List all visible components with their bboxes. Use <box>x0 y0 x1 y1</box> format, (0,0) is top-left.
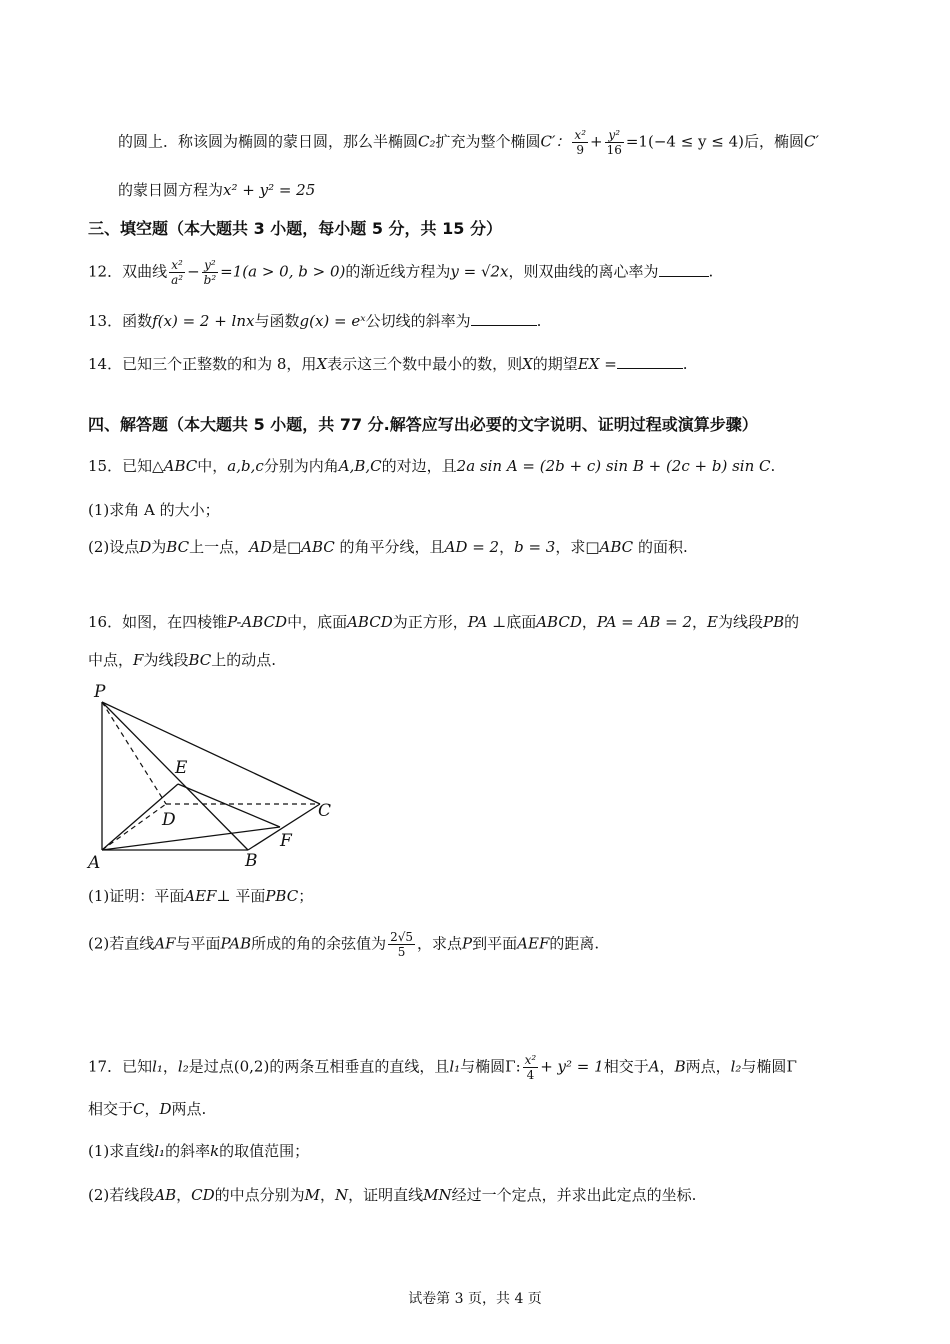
answer-blank-12[interactable] <box>659 262 709 277</box>
label-f: F <box>280 831 292 851</box>
question-16-line-2: 中点，F为线段BC上的动点. <box>88 651 277 669</box>
question-16-part-2: (2)若直线AF与平面PAB所成的角的余弦值为 $\frac{2√5}{5}$ ，求点P到平面AEF的距离. <box>88 930 600 959</box>
edge-pc <box>102 702 320 804</box>
fraction-x2-4: $\frac{\text{x²}}{4}$ <box>524 1053 537 1082</box>
question-17-line-1: 17．已知l₁，l₂是过点(0,2)的两条互相垂直的直线，且l₁与椭圆Γ: $\frac{\text{x²}}{4}$ + y² = 1相交于A，B两点，l₂与椭圆Γ <box>88 1053 797 1082</box>
edge-ef <box>178 784 280 827</box>
section-4-title: 四、解答题（本大题共 5 小题，共 77 分.解答应写出必要的文字说明、证明过程或演算步骤） <box>88 415 758 434</box>
fraction-y2-16: $\frac{\text{y²}}{16}$ <box>606 128 622 157</box>
question-17-part-1: (1)求直线l₁的斜率k的取值范围； <box>88 1142 310 1160</box>
page-footer: 试卷第 3 页，共 4 页 <box>408 1291 542 1307</box>
fraction-y2-b2: $\frac{\text{y²}}{\text{b²}}$ <box>203 258 217 287</box>
intro-line-1: 的圆上．称该圆为椭圆的蒙日圆，那么半椭圆C₂扩充为整个椭圆C′： $\frac{\text{x²}}{9}$ + $\frac{\text{y²}}{16}$ =1(−4 ≤ y ≤ 4)后，椭圆C′ <box>118 128 819 157</box>
fraction-x2-a2: $\frac{\text{x²}}{\text{a²}}$ <box>171 258 184 287</box>
question-17-part-2: (2)若线段AB，CD的中点分别为M，N，证明直线MN经过一个定点，并求出此定点的坐标. <box>88 1186 697 1204</box>
answer-blank-13[interactable] <box>471 311 537 326</box>
section-3-title: 三、填空题（本大题共 3 小题，每小题 5 分，共 15 分） <box>88 219 502 238</box>
label-c: C <box>318 801 332 821</box>
pyramid-figure <box>80 680 350 875</box>
question-15: 15．已知△ABC中，a,b,c分别为内角A,B,C的对边，且2a sin A = (2b + c) sin B + (2c + b) sin C. <box>88 457 776 475</box>
question-13: 13．函数f(x) = 2 + lnx与函数g(x) = eˣ公切线的斜率为 . <box>88 312 542 330</box>
question-12: 12．双曲线 $\frac{\text{x²}}{\text{a²}}$ − $\frac{\text{y²}}{\text{b²}}$ =1(a > 0, b > 0)的渐近线方程为y = √2x，则双曲线的离心率为 . <box>88 258 714 287</box>
question-16-part-1: (1)证明：平面AEF⊥ 平面PBC； <box>88 887 314 905</box>
fraction-x2-9: $\frac{\text{x²}}{9}$ <box>574 128 586 157</box>
label-e: E <box>175 758 188 778</box>
intro-line-2: 的蒙日圆方程为x² + y² = 25 <box>118 181 316 199</box>
label-a: A <box>88 853 101 873</box>
answer-blank-14[interactable] <box>617 354 683 369</box>
question-17-line-2: 相交于C，D两点. <box>88 1100 207 1118</box>
question-16-line-1: 16．如图，在四棱锥P-ABCD中，底面ABCD为正方形，PA ⊥底面ABCD，PA = AB = 2，E为线段PB的 <box>88 613 800 631</box>
question-15-part-1: (1)求角 A 的大小； <box>88 501 220 519</box>
fraction-2sqrt5-5: $\frac{2√5}{5}$ <box>390 930 414 959</box>
label-d: D <box>162 810 176 830</box>
label-p: P <box>94 682 106 702</box>
label-b: B <box>245 851 258 871</box>
question-15-part-2: (2)设点D为BC上一点，AD是□ABC 的角平分线，且AD = 2，b = 3，求□ABC 的面积. <box>88 538 688 556</box>
question-14: 14．已知三个正整数的和为 8，用X表示这三个数中最小的数，则X的期望EX = . <box>88 355 688 373</box>
